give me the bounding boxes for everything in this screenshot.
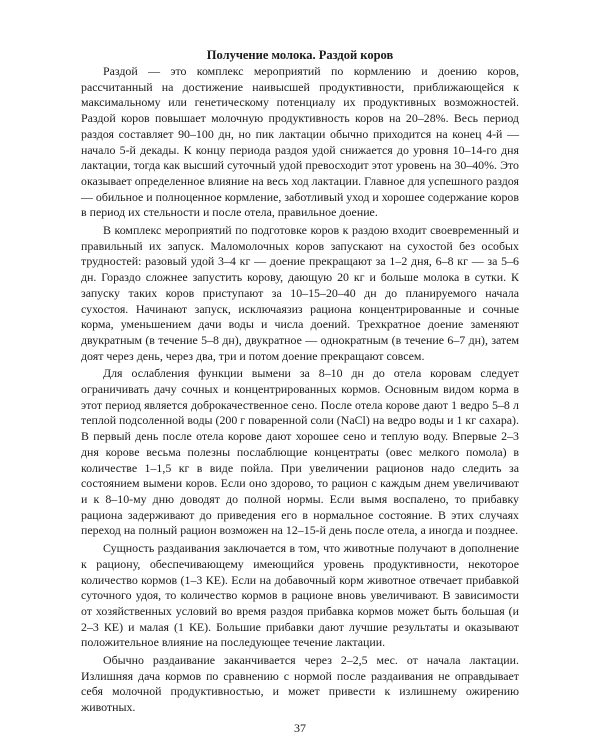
paragraph-2: В комплекс мероприятий по подготовке коров к раздою входит своевременный и правильный их запуск. Маломолочных коров запускают на сухостой без особых трудностей: разовый удой 3–4 кг — доение прекращают за 1–2 дня, 6–8 кг — за 5–6 дн. Гораздо сложнее запустить корову, дающую 20 кг и больше молока в сутки. К запуску таких коров приступают за 10–15–20–40 дн до планируемого начала сухостоя. Начинают запуск, исключаязиз рациона концентрированные и сочные корма, уменьшением дачи воды и числа доений. Трехкратное доение заменяют двукратным (в течение 5–8 дн), двукратное — однократным (в течение 6–7 дн), затем доят через день, через два, три и потом доение прекращают совсем. <box>81 223 519 363</box>
paragraph-5: Обычно раздаивание заканчивается через 2–2,5 мес. от начала лактации. Излишняя дача кормов по сравнению с нормой после раздаивания не оправдывает себя молочной продуктивностью, и может привести к излишнему ожирению животных. <box>81 653 519 715</box>
document-page <box>81 48 519 716</box>
paragraph-3: Для ослабления функции вымени за 8–10 дн до отела коровам следует ограничивать дачу сочных и концентрированных кормов. Основным видом корма в этот период является доброкачественное сено. После отела корове дают 1 ведро 5–8 л теплой подсоленной воды (200 г поваренной соли (NaCl) на ведро воды и 1 кг сахара). В первый день после отела корове дают хорошее сено и теплую воду. Впервые 2–3 дня корове весьма полезны послаблющие концентраты (овес мелкого помола) в количестве 1–1,5 кг в виде пойла. При увеличении рационов надо следить за состоянием вымени коров. Если оно здорово, то рацион с каждым днем увеличивают и к 8–10-му дню доводят до полной нормы. Если вымя воспалено, то прибавку рациона задерживают до приведения его в нормальное состояние. В этих случаях переход на полный рацион возможен на 12–15-й день после отела, а иногда и позднее. <box>81 366 519 538</box>
page-title: Получение молока. Раздой коров <box>206 48 394 62</box>
page-number: 37 <box>294 721 306 735</box>
paragraph-1: Раздой — это комплекс мероприятий по кормлению и доению коров, рассчитанный на достижение наивысшей продуктивности, приближающейся к максимальному или генетическому потенциалу их продуктивных возможностей. Раздой коров повышает молочную продуктивность коров на 20–28%. Весь период раздоя составляет 90–100 дн, но пик лактации обычно приходится на конец 4-й — начало 5-й декады. К концу периода раздоя удой снижается до уровня 10–14-го дня лактации, тогда как высший суточный удой превосходит этот уровень на 30–40%. Это оказывает определенное влияние на весь ход лактации. Главное для успешного раздоя — обильное и полноценное кормление, заботливый уход и хорошее содержание коров в период их стельности и после отела, правильное доение. <box>81 64 519 220</box>
paragraph-4: Сущность раздаивания заключается в том, что животные получают в дополнение к рациону, обеспечивающему имеющийся уровень продуктивности, некоторое количество кормов (1–3 КЕ). Если на добавочный корм животное отвечает прибавкой суточного удоя, то количество кормов в рационе вновь увеличивают. В зависимости от хозяйственных условий во время раздоя прибавка кормов может быть большая (и 2–3 КЕ) и малая (1 КЕ). Большие прибавки дают лучшие результаты и оказывают положительное влияние на последующее течение лактации. <box>81 541 519 650</box>
